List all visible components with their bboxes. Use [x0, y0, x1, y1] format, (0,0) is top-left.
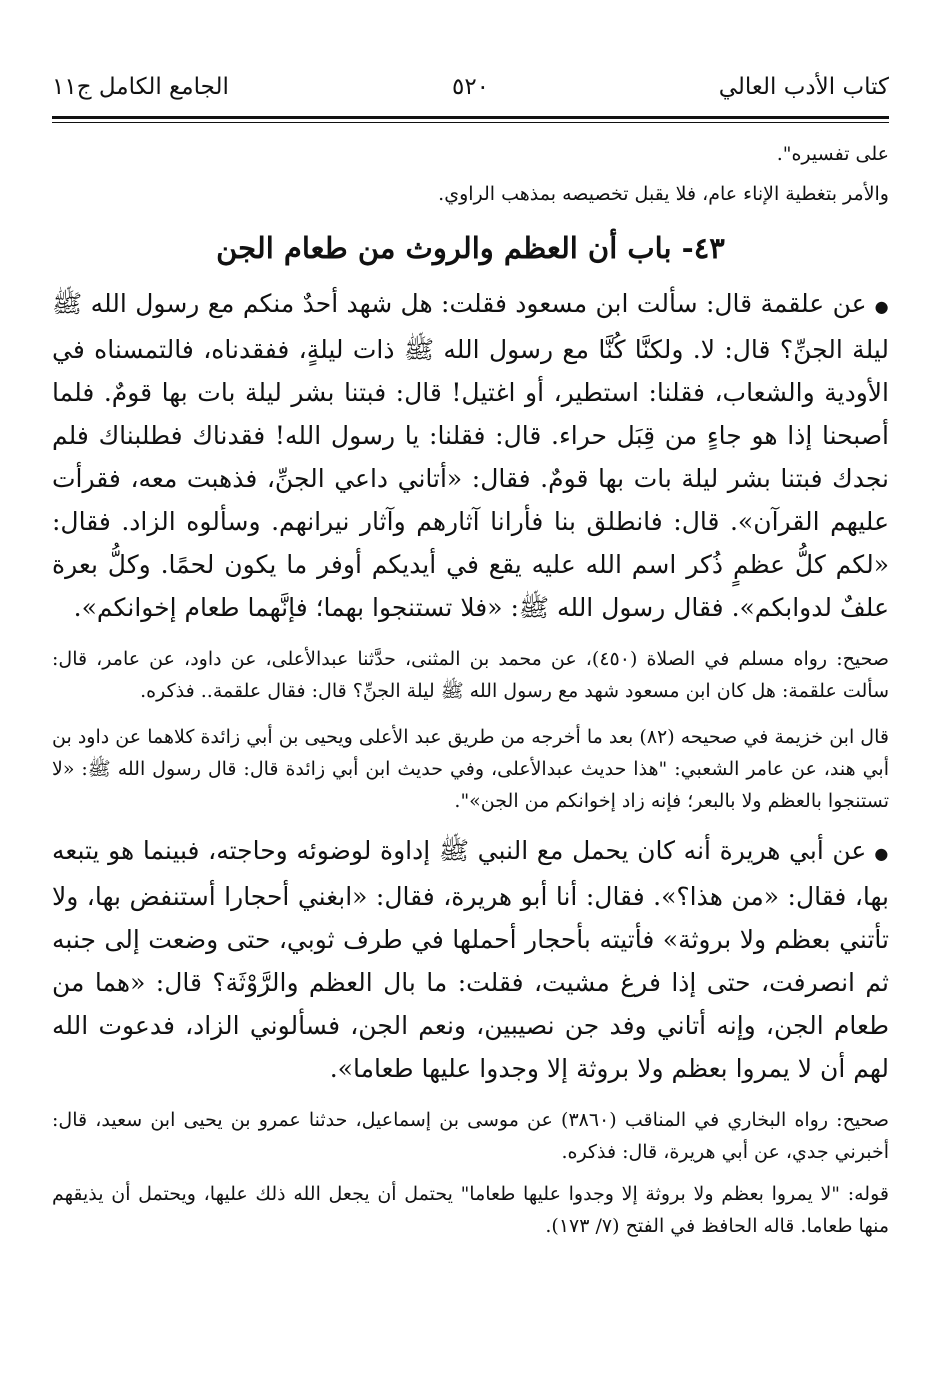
- hadith-text: عن أبي هريرة أنه كان يحمل مع النبي ﷺ إداوة لوضوئه وحاجته، فبينما هو يتبعه بها، فقال: «من هذا؟». فقال: أنا أبو هريرة، فقال: «ابغني أحجارا أستنفض بها، ولا تأتني بعظم ولا بروثة» فأتيته بأحجار أحملها في طرف ثوبي، حتى وضعت إلى جنبه ثم انصرفت، حتى إذا فرغ مشيت، فقلت: ما بال العظم والرَّوْثَة؟ قال: «هما من طعام الجن، وإنه أتاني وفد جن نصيبين، ونعم الجن، فسألوني الزاد، فدعوت الله لهم أن لا يمروا بعظم ولا بروثة إلا وجدوا عليها طعاما».: [52, 836, 889, 1083]
- takhrij-paragraph: صحيح: رواه البخاري في المناقب (٣٨٦٠) عن موسى بن إسماعيل، حدثنا عمرو بن يحيى ابن سعيد، قال: أخبرني جدي، عن أبي هريرة، قال: فذكره.: [52, 1109, 889, 1163]
- header-rule-thick: [52, 116, 889, 119]
- takhrij-paragraph: صحيح: رواه مسلم في الصلاة (٤٥٠)، عن محمد بن المثنى، حدَّثنا عبدالأعلى، عن داود، عن عامر، قال: سألت علقمة: هل كان ابن مسعود شهد مع رسول الله ﷺ ليلة الجنِّ؟ قال: فقال علقمة.. فذكره.: [52, 648, 889, 702]
- intro-line-1: على تفسيره".: [776, 143, 889, 165]
- commentary-paragraph: قال ابن خزيمة في صحيحه (٨٢) بعد ما أخرجه من طريق عبد الأعلى ويحيى بن أبي زائدة كلاهما عن داود بن أبي هند، عن عامر الشعبي: "هذا حديث عبدالأعلى، وفي حديث ابن أبي زائدة قال: قال رسول الله ﷺ: «لا تستنجوا بالعظم ولا بالبعر؛ فإنه زاد إخوانكم من الجن»".: [52, 726, 889, 812]
- hadith-text: عن علقمة قال: سألت ابن مسعود فقلت: هل شهد أحدٌ منكم مع رسول الله ﷺ ليلة الجنِّ؟ قال: لا. ولكنَّا كُنَّا مع رسول الله ﷺ ذات ليلةٍ، ففقدناه، فالتمسناه في الأودية والشعاب، فقلنا: استطير، أو اغتيل! قال: فبتنا بشر ليلة بات بها قومٌ. فلما أصبحنا إذا هو جاءٍ من قِبَل حراء. قال: فقلنا: يا رسول الله! فقدناك فطلبناك فلم نجدك فبتنا بشر ليلة بات بها قومٌ. فقال: «أتاني داعي الجنِّ، فذهبت معه، فقرأت عليهم القرآن». قال: فانطلق بنا فأرانا آثارهم وآثار نيرانهم. وسألوه الزاد. فقال: «لكم كلُّ عظمٍ ذُكر اسم الله عليه يقع في أيديكم أوفر ما يكون لحمًا. وكلُّ بعرة علفٌ لدوابكم». فقال رسول الله ﷺ: «فلا تستنجوا بهما؛ فإنَّهما طعام إخوانكم».: [52, 289, 889, 622]
- running-header: [52, 64, 889, 114]
- intro-line-2: والأمر بتغطية الإناء عام، فلا يقبل تخصيصه بمذهب الراوي.: [438, 183, 889, 205]
- hadith-paragraph: [52, 282, 889, 629]
- bullet-icon: ●: [874, 844, 889, 863]
- chapter-heading: ٤٣- باب أن العظم والروث من طعام الجن: [216, 231, 725, 265]
- book-title: كتاب الأدب العالي: [718, 74, 889, 100]
- header-rule-thin: [52, 122, 889, 123]
- hadith-paragraph: [52, 829, 889, 1090]
- page-content: [52, 138, 889, 1242]
- page-number: ٥٢٠: [451, 74, 490, 100]
- bullet-icon: ●: [874, 297, 889, 316]
- commentary-paragraph: قوله: "لا يمروا بعظم ولا بروثة إلا وجدوا عليها طعاما" يحتمل أن يجعل الله ذلك عليها، ويحتمل أن يذيقهم منها طعاما. قاله الحافظ في الفتح (٧/ ١٧٣).: [52, 1183, 889, 1237]
- collection-volume: الجامع الكامل ج١١: [52, 74, 229, 100]
